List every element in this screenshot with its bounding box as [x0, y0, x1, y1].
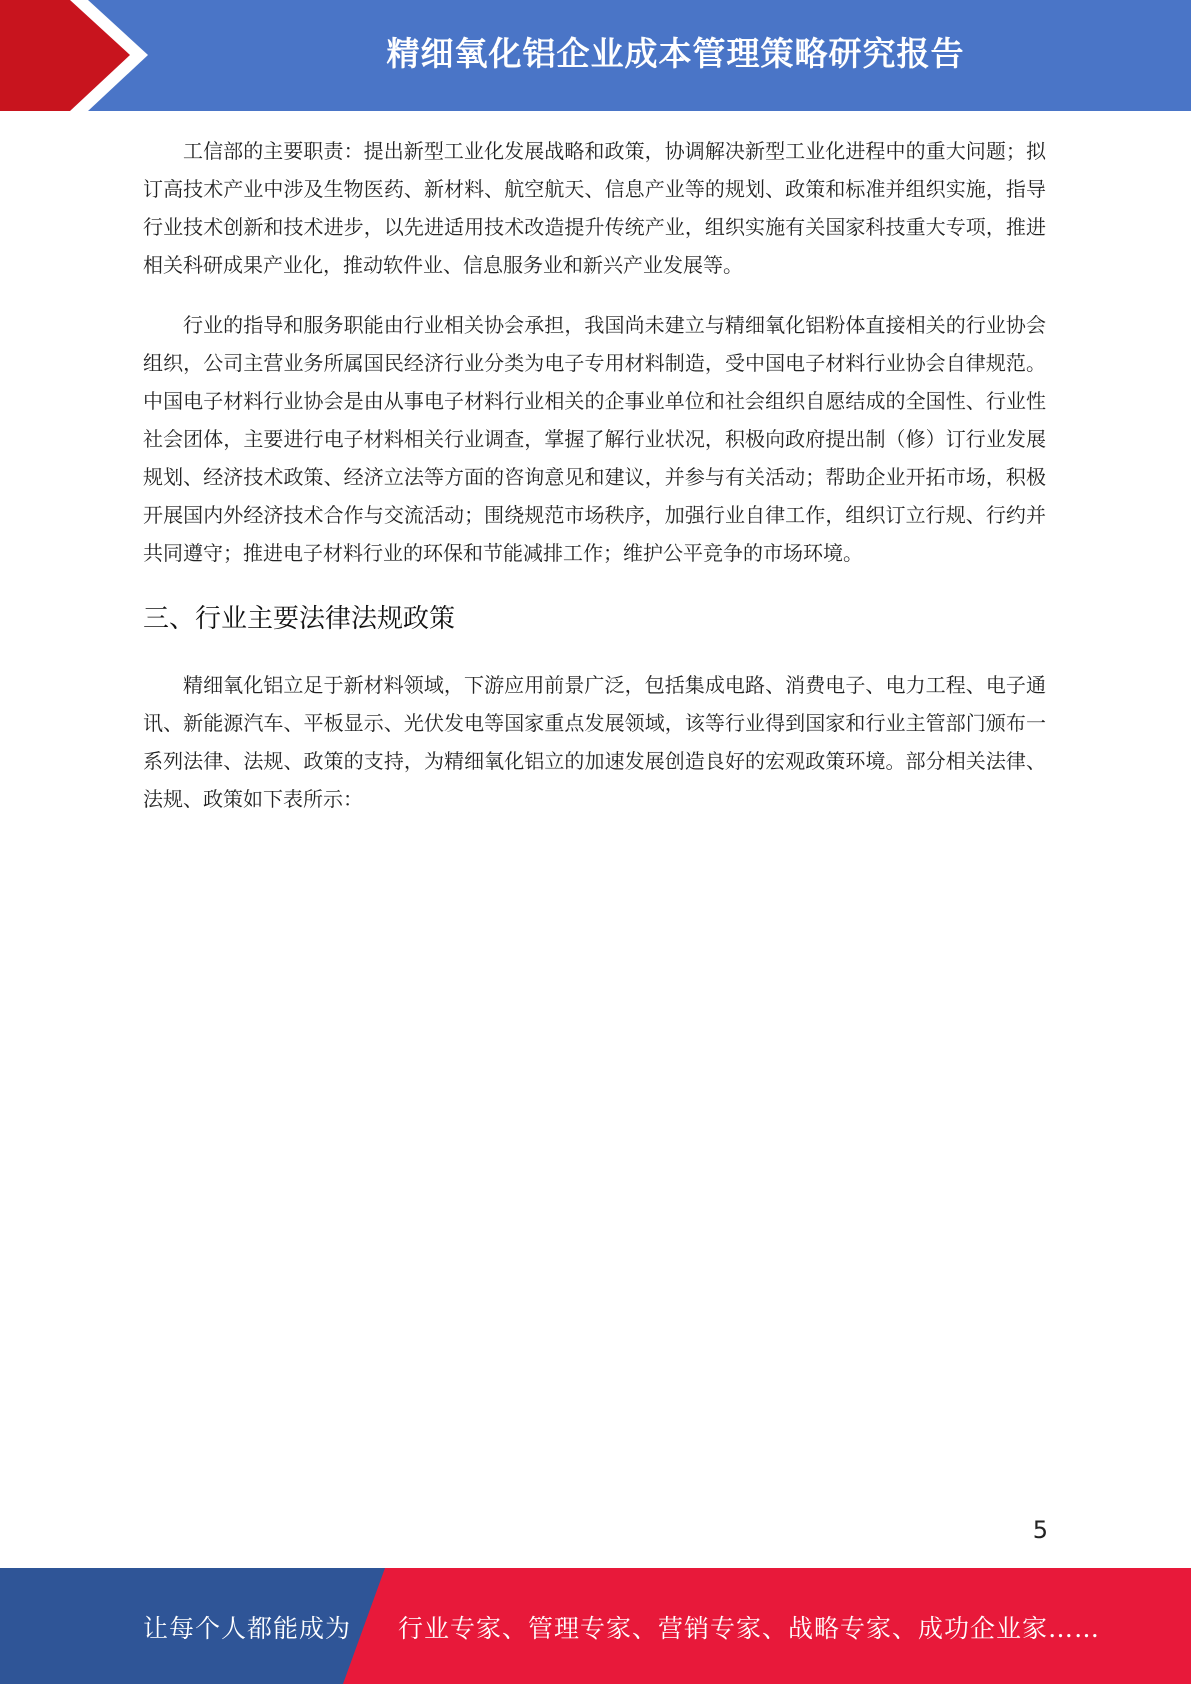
- body-paragraph-2: 行业的指导和服务职能由行业相关协会承担，我国尚未建立与精细氧化铝粉体直接相关的行业协会组织，公司主营业务所属国民经济行业分类为电子专用材料制造，受中国电子材料行业协会自律规范。中国电子材料行业协会是由从事电子材料行业相关的企事业单位和社会组织自愿结成的全国性、行业性社会团体，主要进行电子材料相关行业调查，掌握了解行业状况，积极向政府提出制（修）订行业发展规划、经济技术政策、经济立法等方面的咨询意见和建议，并参与有关活动；帮助企业开拓市场，积极开展国内外经济技术合作与交流活动；围绕规范市场秩序，加强行业自律工作，组织订立行规、行约并共同遵守；推进电子材料行业的环保和节能减排工作；维护公平竞争的市场环境。: [143, 313, 1046, 565]
- header-title: 精细氧化铝企业成本管理策略研究报告: [386, 34, 965, 73]
- header-arrow-icon: [0, 0, 160, 111]
- body-paragraph-1: 工信部的主要职责：提出新型工业化发展战略和政策，协调解决新型工业化进程中的重大问题；拟订高技术产业中涉及生物医药、新材料、航空航天、信息产业等的规划、政策和标准并组织实施，指导行业技术创新和技术进步，以先进适用技术改造提升传统产业，组织实施有关国家科技重大专项，推进相关科研成果产业化，推动软件业、信息服务业和新兴产业发展等。: [143, 139, 1046, 277]
- page-header: [0, 0, 1191, 111]
- footer-slogan-left: 让每个人都能成为: [143, 1614, 352, 1643]
- page-footer: [0, 1568, 1191, 1684]
- section-paragraph: 精细氧化铝立足于新材料领域，下游应用前景广泛，包括集成电路、消费电子、电力工程、电子通讯、新能源汽车、平板显示、光伏发电等国家重点发展领域，该等行业得到国家和行业主管部门颁布一系列法律、法规、政策的支持，为精细氧化铝立的加速发展创造良好的宏观政策环境。部分相关法律、法规、政策如下表所示：: [143, 673, 1046, 811]
- section-heading: 三、行业主要法律法规政策: [143, 604, 456, 634]
- footer-slogan-right: 行业专家、管理专家、营销专家、战略专家、成功企业家……: [398, 1614, 1101, 1643]
- page-number: 5: [1032, 1516, 1048, 1544]
- document-body: [143, 132, 1046, 840]
